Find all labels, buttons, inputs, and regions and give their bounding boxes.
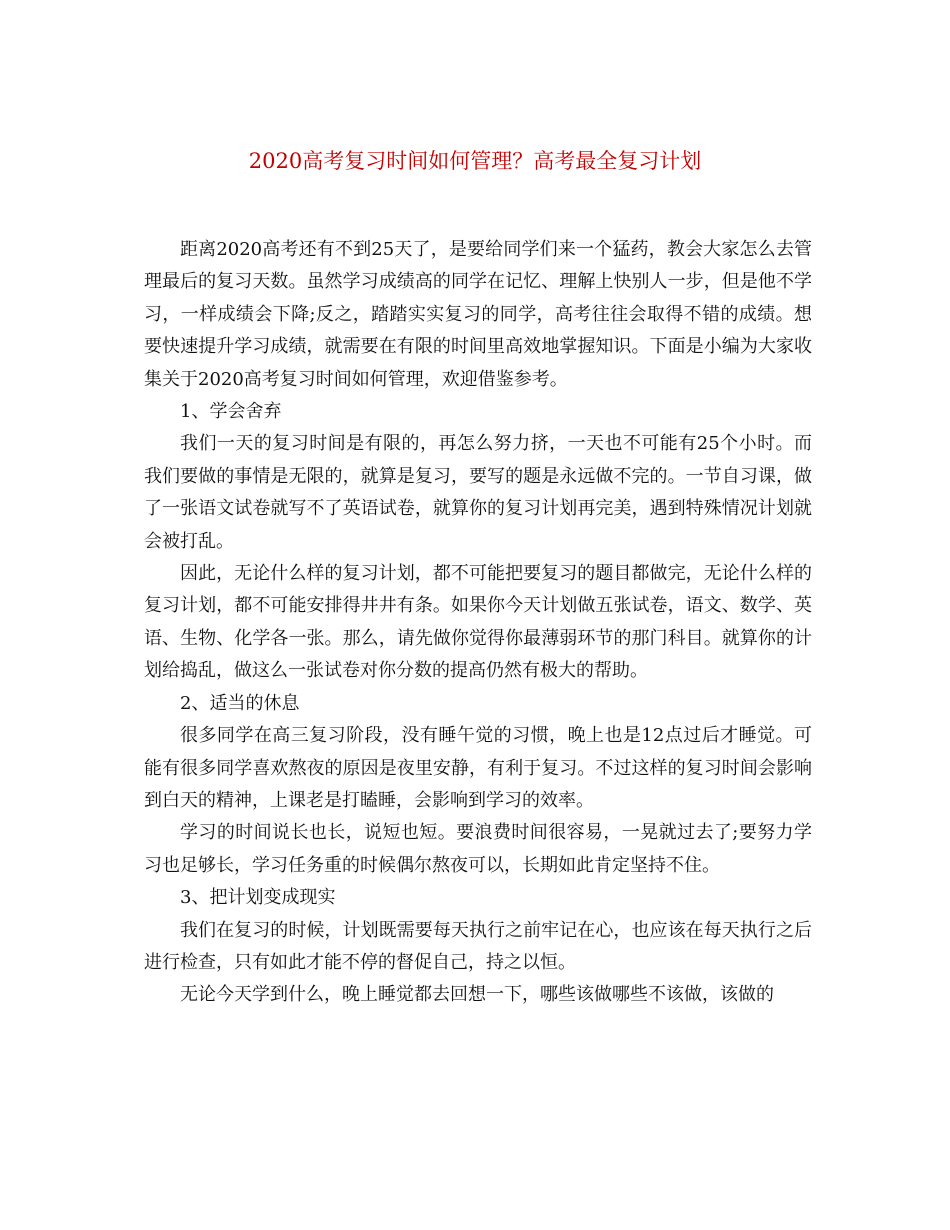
section-heading-2: 2、适当的休息 [180, 692, 300, 714]
section-3-paragraph-2: 无论今天学到什么，晚上睡觉都去回想一下，哪些该做哪些不该做，该做的 [180, 984, 774, 1006]
section-3-paragraph-1: 我们在复习的时候，计划既需要每天执行之前牢记在心，也应该在每天执行之后进行检查，只有如此才能不停的督促自己，持之以恒。 [144, 919, 812, 973]
section-heading-3: 3、把计划变成现实 [180, 887, 336, 909]
document-body [144, 234, 812, 1012]
section-1-paragraph-2: 因此，无论什么样的复习计划，都不可能把要复习的题目都做完，无论什么样的复习计划，都不可能安排得井井有条。如果你今天计划做五张试卷，语文、数学、英语、生物、化学各一张。那么，请先做你觉得你最薄弱环节的那门科目。就算你的计划给捣乱，做这么一张试卷对你分数的提高仍然有极大的帮助。 [144, 563, 812, 682]
section-2-paragraph-1: 很多同学在高三复习阶段，没有睡午觉的习惯，晚上也是12点过后才睡觉。可能有很多同学喜欢熬夜的原因是夜里安静，有利于复习。不过这样的复习时间会影响到白天的精神，上课老是打瞌睡，会影响到学习的效率。 [144, 725, 812, 811]
document-title: 2020高考复习时间如何管理？高考最全复习计划 [248, 149, 702, 173]
section-heading-1: 1、学会舍弃 [180, 401, 282, 423]
intro-paragraph: 距离2020高考还有不到25天了，是要给同学们来一个猛药，教会大家怎么去管理最后的复习天数。虽然学习成绩高的同学在记忆、理解上快别人一步，但是他不学习，一样成绩会下降;反之，踏踏实实复习的同学，高考往往会取得不错的成绩。想要快速提升学习成绩，就需要在有限的时间里高效地掌握知识。下面是小编为大家收集关于2020高考复习时间如何管理，欢迎借鉴参考。 [144, 239, 812, 390]
section-1-paragraph-1: 我们一天的复习时间是有限的，再怎么努力挤，一天也不可能有25个小时。而我们要做的事情是无限的，就算是复习，要写的题是永远做不完的。一节自习课，做了一张语文试卷就写不了英语试卷，就算你的复习计划再完美，遇到特殊情况计划就会被打乱。 [144, 433, 812, 552]
section-2-paragraph-2: 学习的时间说长也长，说短也短。要浪费时间很容易，一晃就过去了;要努力学习也足够长，学习任务重的时候偶尔熬夜可以，长期如此肯定坚持不住。 [144, 822, 812, 876]
